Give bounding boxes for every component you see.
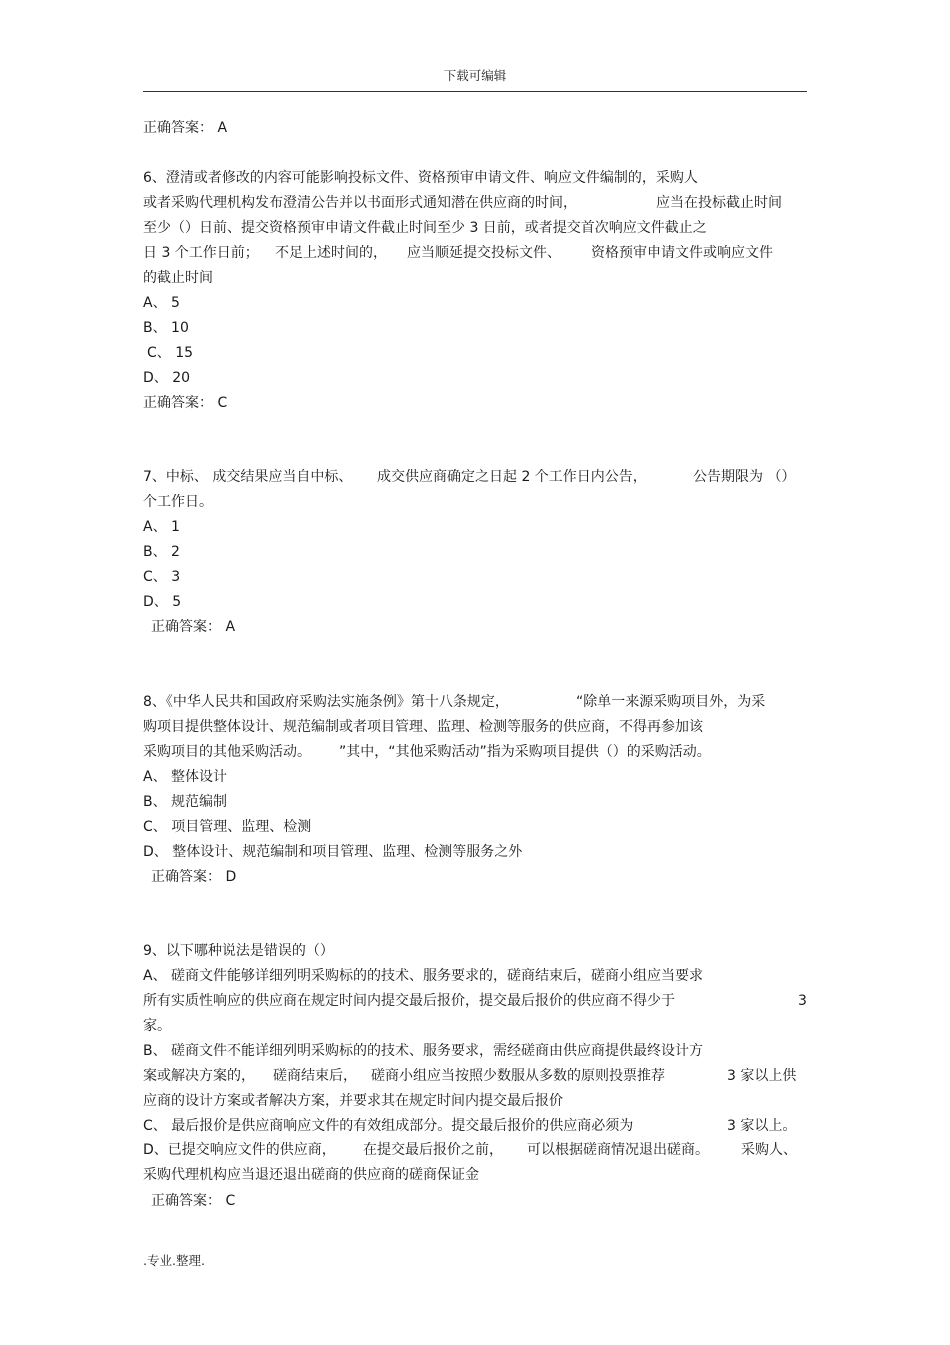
text-line: 采购代理机构应当退还退出磋商的供应商的磋商保证金 (143, 1167, 479, 1183)
text-line: 的截止时间 (143, 270, 213, 286)
text-line: 磋商结束后， (273, 1068, 357, 1084)
text-line: D、 5 (143, 594, 182, 610)
text-line: 8、《中华人民共和国政府采购法实施条例》第十八条规定， (143, 694, 509, 710)
text-line: A、 5 (143, 295, 180, 311)
text-line: 应商的设计方案或者解决方案，并要求其在规定时间内提交最后报价 (143, 1093, 563, 1109)
text-line: 或者采购代理机构发布澄清公告并以书面形式通知潜在供应商的时间， (143, 195, 577, 211)
text-line: C、 项目管理、监理、检测 (143, 819, 312, 835)
text-line: B、 磋商文件不能详细列明采购标的的技术、服务要求，需经磋商由供应商提供最终设计方 (143, 1043, 704, 1059)
text-line: 9、以下哪种说法是错误的（） (143, 943, 334, 959)
text-line: A、 1 (143, 519, 180, 535)
text-line: 采购人、 (741, 1142, 797, 1158)
text-line: 个工作日。 (143, 494, 213, 510)
text-line: 不足上述时间的， (275, 245, 387, 261)
answer-line: 正确答案： C (143, 395, 228, 411)
text-line: 6、澄清或者修改的内容可能影响投标文件、资格预审申请文件、响应文件编制的，采购人 (143, 170, 698, 186)
text-line: D、 整体设计、规范编制和项目管理、监理、检测等服务之外 (143, 844, 523, 860)
answer-line: 正确答案： A (151, 619, 236, 635)
text-line: 案或解决方案的， (143, 1068, 255, 1084)
header-divider (143, 91, 807, 92)
text-line: 7、中标、 成交结果应当自中标、 (143, 469, 353, 485)
text-line: 日 3 个工作日前； (143, 245, 259, 261)
text-line: 资格预审申请文件或响应文件 (591, 245, 773, 261)
text-line: B、 规范编制 (143, 794, 228, 810)
text-line: 成交供应商确定之日起 2 个工作日内公告， (377, 469, 647, 485)
answer-line: 正确答案： A (143, 120, 228, 136)
text-line: C、 最后报价是供应商响应文件的有效组成部分。提交最后报价的供应商必须为 (143, 1118, 634, 1134)
text-line: 家。 (143, 1018, 171, 1034)
text-line: D、 20 (143, 370, 191, 386)
text-line: D、已提交响应文件的供应商， (143, 1142, 336, 1158)
text-line: 至少（）日前、提交资格预审申请文件截止时间至少 3 日前，或者提交首次响应文件截止之 (143, 220, 707, 236)
text-line: “除单一来源采购项目外，为采 (576, 694, 766, 710)
text-line: 磋商小组应当按照少数服从多数的原则投票推荐 (371, 1068, 665, 1084)
text-line: 在提交最后报价之前， (363, 1142, 503, 1158)
text-line: A、 整体设计 (143, 769, 228, 785)
text-line: B、 10 (143, 320, 189, 336)
page-header: 下载可编辑 (443, 68, 507, 83)
text-line: 3 家以上供 (727, 1068, 797, 1084)
answer-line: 正确答案： D (151, 869, 237, 885)
text-line: 3 (798, 993, 807, 1009)
text-line: C、 15 (147, 345, 194, 361)
text-line: B、 2 (143, 544, 180, 560)
text-line: 应当在投标截止时间 (656, 195, 782, 211)
text-line: 公告期限为 （） (693, 469, 796, 485)
text-line: 采购项目的其他采购活动。 (143, 744, 311, 760)
text-line: 所有实质性响应的供应商在规定时间内提交最后报价，提交最后报价的供应商不得少于 (143, 993, 675, 1009)
text-line: 购项目提供整体设计、规范编制或者项目管理、监理、检测等服务的供应商，不得再参加该 (143, 719, 703, 735)
text-line: 可以根据磋商情况退出磋商。 (527, 1142, 709, 1158)
text-line: 应当顺延提交投标文件、 (407, 245, 561, 261)
text-line: 3 家以上。 (727, 1118, 797, 1134)
text-line: ”其中，“其他采购活动”指为采购项目提供（）的采购活动。 (339, 744, 711, 760)
text-line: C、 3 (143, 569, 181, 585)
text-line: A、 磋商文件能够详细列明采购标的的技术、服务要求的，磋商结束后，磋商小组应当要求 (143, 968, 704, 984)
page-footer: .专业.整理. (143, 1253, 205, 1268)
answer-line: 正确答案： C (151, 1193, 236, 1209)
